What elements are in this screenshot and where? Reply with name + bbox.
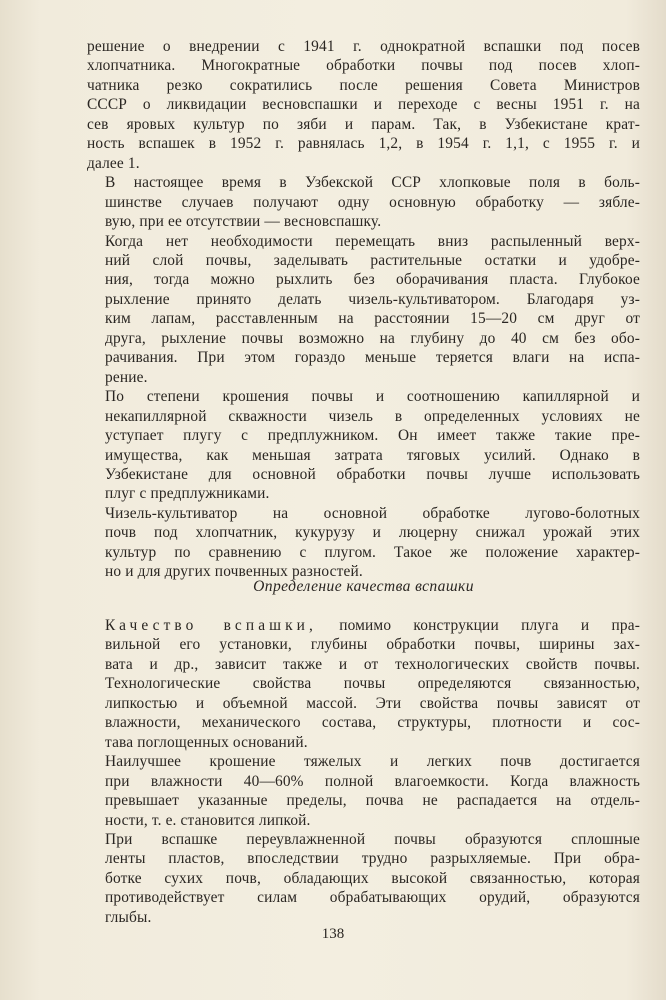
text-line: сев яровых культур по зяби и парам. Так, в Узбекистане крат-	[87, 115, 640, 133]
text-line: имущества, как меньшая затрата тяговых усилий. Однако в	[105, 446, 640, 464]
paragraph	[87, 37, 640, 173]
text-line: влажности, механического состава, структуры, плотности и сос-	[105, 714, 640, 732]
text-line: плуг с предплужниками.	[105, 485, 270, 503]
text-line: вильной его установки, глубины обработки почвы, ширины зах-	[105, 636, 640, 654]
paragraph	[87, 752, 640, 830]
bottom-text-block	[87, 616, 640, 927]
paragraph	[87, 830, 640, 927]
line-text: помимо конструкции плуга и пра-	[316, 617, 640, 634]
text-line: При вспашке переувлажненной почвы образуются сплошные	[105, 830, 640, 848]
text-line: Чизель-культиватор на основной обработке лугово-болотных	[105, 504, 640, 522]
text-line: липкостью и объемной массой. Эти свойства почвы зависят от	[105, 694, 640, 712]
text-line: рачивания. При этом гораздо меньше теряется влаги на испа-	[105, 349, 640, 367]
text-line: рение.	[105, 368, 148, 386]
text-line: ким лапам, расставленным на расстоянии 15—20 см друг от	[105, 310, 640, 328]
text-line: при влажности 40—60% полной влагоемкости. Когда влажность	[105, 772, 640, 790]
text-line: чатника резко сократились после решения Совета Министров	[87, 76, 640, 94]
text-line: тава поглощенных оснований.	[105, 733, 308, 751]
text-line: ния, тогда можно рыхлить без оборачивания пласта. Глубокое	[105, 271, 640, 289]
text-line: ботке сухих почв, обладающих высокой связанностью, которая	[105, 869, 640, 887]
paragraph	[87, 616, 640, 752]
text-line: противодействует силам обрабатывающих орудий, образуются	[105, 889, 640, 907]
text-line: Когда нет необходимости перемещать вниз распыленный верх-	[105, 232, 640, 250]
text-line: друга, рыхление почвы возможно на глубину до 40 см без обо-	[105, 329, 640, 347]
paragraph	[87, 173, 640, 231]
text-line: хлопчатника. Многократные обработки почвы под посев хлоп-	[87, 57, 640, 75]
text-line: решение о внедрении с 1941 г. однократной вспашки под посев	[87, 38, 640, 55]
text-line: но и для других почвенных разностей.	[105, 563, 363, 581]
text-line: ности, т. е. становится липкой.	[105, 811, 311, 829]
paragraph	[87, 232, 640, 388]
top-text-block	[87, 37, 640, 582]
text-line: рыхление принято делать чизель-культиватором. Благодаря уз-	[105, 290, 640, 308]
text-line: глыбы.	[105, 908, 152, 926]
text-line	[87, 616, 640, 635]
text-line: В настоящее время в Узбекской ССР хлопковые поля в боль-	[105, 174, 640, 192]
text-line: Технологические свойства почвы определяются связанностью,	[105, 675, 640, 693]
text-line: далее 1.	[87, 154, 140, 172]
page-number: 138	[321, 926, 345, 942]
text-line: Узбекистане для основной обработки почвы лучше использовать	[105, 465, 640, 483]
text-line: почв под хлопчатник, кукурузу и люцерну снижал урожай этих	[105, 524, 640, 542]
section-heading: Определение качества вспашки	[253, 578, 474, 595]
text-line: ленты пластов, впоследствии трудно разрыхляемые. При обра-	[105, 850, 640, 868]
text-line: ний слой почвы, заделывать растительные остатки и удобре-	[105, 251, 640, 269]
text-line: культур по сравнению с плугом. Такое же положение характер-	[105, 543, 640, 561]
text-line: ность вспашек в 1952 г. равнялась 1,2, в 1954 г. 1,1, с 1955 г. и	[87, 135, 640, 153]
text-line: некапиллярной скважности чизель в определенных условиях не	[105, 407, 640, 425]
text-line: По степени крошения почвы и соотношению капиллярной и	[105, 388, 640, 406]
text-line: Наилучшее крошение тяжелых и легких почв достигается	[105, 753, 640, 771]
text-line: вата и др., зависит также и от технологических свойств почвы.	[105, 655, 640, 673]
text-line: СССР о ликвидации весновспашки и переходе с весны 1951 г. на	[87, 96, 640, 114]
text-line: превышает указанные пределы, почва не распадается на отдель-	[105, 792, 640, 810]
paragraph	[87, 504, 640, 582]
spaced-term: Качество вспашки,	[105, 617, 317, 634]
paragraph	[87, 387, 640, 504]
text-line: вую, при ее отсутствии — весновспашку.	[105, 213, 382, 231]
text-line: уступает плугу с предплужником. Он имеет также такие пре-	[105, 427, 640, 445]
text-line: шинстве случаев получают одну основную обработку — зябле-	[105, 193, 640, 211]
